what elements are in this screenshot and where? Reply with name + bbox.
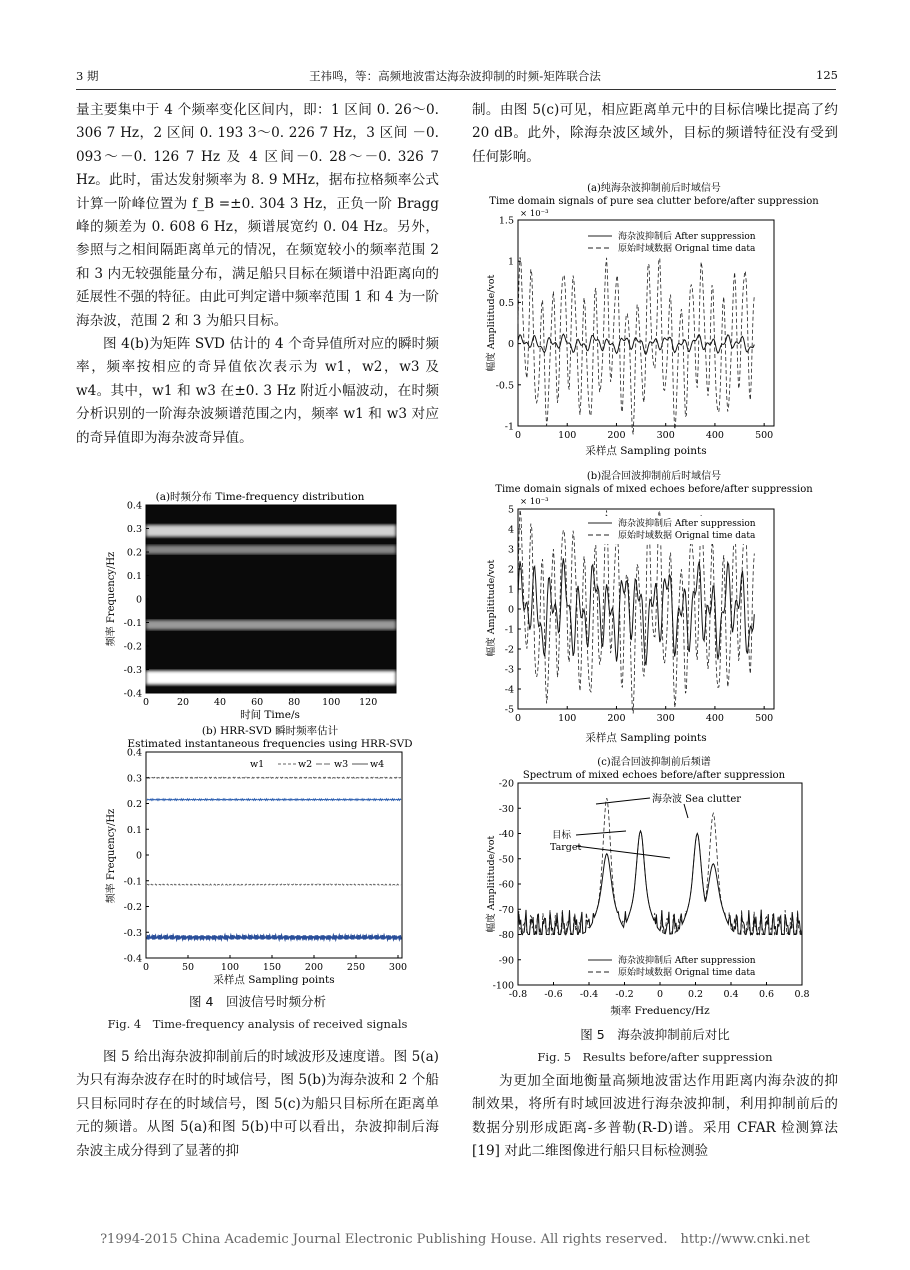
legend-w2: w2 xyxy=(298,759,313,770)
series-line-w3 xyxy=(147,935,401,939)
y-tick-label: -0.2 xyxy=(123,902,142,913)
running-header xyxy=(0,66,910,86)
x-tick-label: 80 xyxy=(288,697,301,708)
y-tick-label: -2 xyxy=(504,644,514,656)
fig5c-annotation-target-en: Target xyxy=(550,842,582,853)
fig5c-annotation-sea-clutter: 海杂波 Sea clutter xyxy=(652,794,742,805)
fig5c-annotation-target-cn: 目标 xyxy=(552,830,572,841)
fig4-caption-cn: 图 4 回波信号时频分析 xyxy=(189,994,326,1009)
y-tick-label: -0.1 xyxy=(123,876,142,888)
page-number: 125 xyxy=(816,68,838,82)
y-tick-label: 0 xyxy=(135,594,142,606)
fig5c-ylabel: 幅度 Amplititude/vot xyxy=(486,835,497,933)
y-tick-label: -60 xyxy=(498,879,514,891)
y-tick-label: 0 xyxy=(507,339,514,351)
x-tick-label: 50 xyxy=(181,962,195,973)
fig5-caption xyxy=(472,1025,838,1065)
figure-4 xyxy=(100,486,420,986)
x-tick-label: 120 xyxy=(359,697,378,708)
fig4b-xlabel: 采样点 Sampling points xyxy=(213,974,335,986)
x-tick-label: 300 xyxy=(656,713,675,724)
fig4b-title-cn: (b) HRR-SVD 瞬时频率估计 xyxy=(201,725,339,737)
legend-w4: w4 xyxy=(370,759,385,770)
y-tick-label: -0.3 xyxy=(123,927,142,939)
y-tick-label: 4 xyxy=(507,524,514,536)
y-tick-label: -80 xyxy=(498,930,514,941)
fig5-caption-cn: 图 5 海杂波抑制前后对比 xyxy=(580,1027,730,1042)
y-tick-label: 3 xyxy=(507,544,514,556)
header-rule xyxy=(76,89,836,90)
y-tick-label: 0.1 xyxy=(126,824,142,836)
y-tick-label: -20 xyxy=(498,778,514,790)
paragraph: 图 5 给出海杂波抑制前后的时域波形及速度谱。图 5(a)为只有海杂波存在时的时域信号，图 5(b)为海杂波和 2 个船只目标同时存在的时域信号，图 5(c)为船只目标所在距离单元的频谱。从图 5(a)和图 5(b)中可以看出，杂波抑制后海杂波主成分得到了显著的抑 xyxy=(76,1049,439,1159)
fig5c-title-en: Spectrum of mixed echoes before/after suppression xyxy=(522,770,786,781)
frequency-band xyxy=(146,620,396,630)
y-tick-label: 0.4 xyxy=(126,747,142,759)
y-tick-label: 0.2 xyxy=(126,547,142,559)
fig5a-xlabel: 采样点 Sampling points xyxy=(585,445,707,457)
legend-before: 原始时域数据 Orignal time data xyxy=(618,531,756,541)
fig4a-title: (a)时频分布 Time-frequency distribution xyxy=(155,491,365,503)
y-tick-label: -0.1 xyxy=(123,618,142,629)
y-tick-label: 0 xyxy=(135,850,142,862)
legend-before: 原始时域数据 Orignal time data xyxy=(618,968,756,978)
x-tick-label: 100 xyxy=(558,430,577,441)
paragraph: 量主要集中于 4 个频率变化区间内，即：1 区间 0. 26～0. 306 7 Hz，2 区间 0. 193 3～0. 226 7 Hz，3 区间 －0. 093～－0. 126 7 Hz 及 4 区间－0. 28～－0. 326 7 Hz。此时，雷达发射频率为 8. 9 MHz，据布拉格频率公式计算一阶峰位置为 f_B =±0. 304 3 Hz，正负一阶 Bragg 峰的频差为 0. 608 6 Hz，频谱展宽约 0. 04 Hz。另外，参照与之相间隔距离单元的情况，在频宽较小的频率范围 2 和 3 内无较强能量分布，满足船只目标在频谱中沿距离向的延展性不强的特征。由此可判定谱中频率范围 1 和 4 为一阶海杂波，范围 2 和 3 为船只目标。 xyxy=(76,102,439,329)
right-column-bottom xyxy=(472,1070,838,1164)
x-tick-label: 150 xyxy=(262,962,282,973)
y-tick-label: -40 xyxy=(498,829,514,840)
frequency-band xyxy=(146,525,396,537)
y-tick-label: 0.2 xyxy=(126,799,142,810)
x-tick-label: 0.8 xyxy=(794,989,810,1000)
legend-w1: w1 xyxy=(250,759,265,770)
x-tick-label: -0.2 xyxy=(615,989,634,1000)
x-tick-label: 0 xyxy=(514,430,522,441)
fig4b-ylabel: 频率 Frequency/Hz xyxy=(106,808,117,904)
y-tick-label: 0 xyxy=(507,604,514,616)
x-tick-label: 100 xyxy=(322,697,341,708)
y-tick-label: -90 xyxy=(498,955,514,967)
y-tick-label: -4 xyxy=(504,684,514,696)
fig5b-title-cn: (b)混合回波抑制前后时域信号 xyxy=(586,471,722,482)
x-tick-label: 500 xyxy=(755,430,774,441)
y-tick-label: 0.3 xyxy=(126,773,142,785)
left-column-bottom xyxy=(76,1046,439,1163)
legend-after: 海杂波抑制后 After suppression xyxy=(618,519,756,529)
legend-w3: w3 xyxy=(334,759,349,770)
frequency-band xyxy=(146,671,396,685)
x-tick-label: 0 xyxy=(656,989,664,1000)
fig4a-xlabel: 时间 Time/s xyxy=(240,709,300,721)
y-tick-label: 0.1 xyxy=(126,571,142,582)
y-tick-label: -30 xyxy=(498,803,514,815)
paragraph: 为更加全面地衡量高频地波雷达作用距离内海杂波的抑制效果，将所有时域回波进行海杂波抑制，利用抑制前后的数据分别形成距离-多普勒(R-D)谱。采用 CFAR 检测算法[19] 对此二维图像进行船只目标检测验 xyxy=(472,1073,838,1160)
fig5b-exponent: × 10⁻³ xyxy=(520,497,549,507)
x-tick-label: 20 xyxy=(176,697,190,708)
y-tick-label: -70 xyxy=(498,904,514,916)
x-tick-label: 200 xyxy=(607,713,626,724)
y-tick-label: -3 xyxy=(504,664,514,676)
x-tick-label: 0 xyxy=(142,962,150,973)
fig5b-title-en: Time domain signals of mixed echoes before/after suppression xyxy=(495,484,813,495)
fig5c-title-cn: (c)混合回波抑制前后频谱 xyxy=(597,757,711,768)
fig5a-title-cn: (a)纯海杂波抑制前后时域信号 xyxy=(587,183,721,194)
right-column-top xyxy=(472,99,838,169)
x-tick-label: 100 xyxy=(558,713,577,724)
fig5a-title-en: Time domain signals of pure sea clutter before/after suppression xyxy=(489,196,819,207)
fig4b-title-en: Estimated instantaneous frequencies using HRR-SVD xyxy=(127,738,413,750)
x-tick-label: 0.2 xyxy=(687,989,704,1000)
y-tick-label: -100 xyxy=(492,980,514,992)
y-tick-label: 1 xyxy=(507,584,514,596)
fig5a-y-ticks xyxy=(496,216,521,433)
y-tick-label: -50 xyxy=(498,854,514,866)
x-tick-label: 0.4 xyxy=(723,989,739,1000)
legend-after: 海杂波抑制后 After suppression xyxy=(618,956,756,966)
fig4-caption xyxy=(76,992,439,1032)
x-tick-label: -0.6 xyxy=(544,989,563,1000)
fig5a-ylabel: 幅度 Amplititude/vot xyxy=(486,274,497,372)
fig5b-xlabel: 采样点 Sampling points xyxy=(585,732,707,744)
x-tick-label: 200 xyxy=(607,430,626,441)
y-tick-label: -0.3 xyxy=(123,665,142,676)
y-tick-label: 5 xyxy=(507,504,514,516)
y-tick-label: -0.5 xyxy=(495,380,514,392)
copyright-footer: ?1994-2015 China Academic Journal Electronic Publishing House. All rights reserved. http://www.cnki.net xyxy=(100,1232,810,1247)
x-tick-label: 250 xyxy=(346,962,366,973)
fig4b-plot-area xyxy=(146,752,402,958)
figure-5 xyxy=(484,178,819,1017)
x-tick-label: -0.4 xyxy=(579,989,599,1000)
y-tick-label: 1 xyxy=(507,256,514,268)
y-tick-label: 1.5 xyxy=(498,215,514,227)
y-tick-label: 0.5 xyxy=(498,297,514,309)
x-tick-label: 300 xyxy=(656,430,675,441)
x-tick-label: 500 xyxy=(755,713,774,724)
left-column-top xyxy=(76,99,439,450)
fig5b-ylabel: 幅度 Amplititude/vot xyxy=(486,559,497,657)
y-tick-label: -0.4 xyxy=(123,953,142,965)
fig4b-y-ticks xyxy=(124,748,149,965)
y-tick-label: 0.4 xyxy=(126,500,142,512)
legend-after: 海杂波抑制后 After suppression xyxy=(618,232,756,242)
x-tick-label: 400 xyxy=(705,713,724,724)
x-tick-label: 40 xyxy=(214,697,227,708)
issue-number: 3 期 xyxy=(76,69,99,83)
y-tick-label: -1 xyxy=(504,624,514,636)
fig5c-xlabel: 频率 Freduency/Hz xyxy=(610,1005,710,1017)
fig4a-y-ticks xyxy=(124,501,149,700)
legend-before: 原始时域数据 Orignal time data xyxy=(618,244,756,254)
y-tick-label: 2 xyxy=(507,564,514,576)
frequency-band xyxy=(146,545,396,554)
paragraph: 制。由图 5(c)可见，相应距离单元中的目标信噪比提高了约 20 dB。此外，除海杂波区域外，目标的频谱特征没有受到任何影响。 xyxy=(472,102,838,165)
x-tick-label: 200 xyxy=(304,962,324,973)
fig5a-exponent: × 10⁻³ xyxy=(520,209,549,219)
x-tick-label: 0 xyxy=(514,713,522,724)
paragraph: 图 4(b)为矩阵 SVD 估计的 4 个奇异值所对应的瞬时频率，频率按相应的奇异值依次表示为 w1，w2，w3 及 w4。其中，w1 和 w3 在±0. 3 Hz 附近小幅波动，在时频分析识别的一阶海杂波频谱范围之内，频率 w1 和 w3 对应的奇异值即为海杂波奇异值。 xyxy=(76,336,439,446)
fig4-caption-en: Fig. 4 Time-frequency analysis of received signals xyxy=(107,1017,408,1031)
x-tick-label: 400 xyxy=(705,430,724,441)
y-tick-label: -0.4 xyxy=(123,688,142,700)
fig4a-ylabel: 频率 Frequency/Hz xyxy=(106,551,117,647)
y-tick-label: 0.3 xyxy=(126,524,142,535)
x-tick-label: 0.6 xyxy=(758,989,775,1000)
fig5-caption-en: Fig. 5 Results before/after suppression xyxy=(537,1050,773,1064)
running-title: 王祎鸣，等：高频地波雷达海杂波抑制的时频-矩阵联合法 xyxy=(309,69,601,83)
x-tick-label: 100 xyxy=(220,962,240,973)
y-tick-label: -1 xyxy=(504,421,514,433)
x-tick-label: -0.8 xyxy=(508,989,528,1000)
x-tick-label: 60 xyxy=(251,697,264,708)
y-tick-label: -5 xyxy=(504,704,514,716)
x-tick-label: 0 xyxy=(142,697,150,708)
y-tick-label: -0.2 xyxy=(123,641,142,653)
x-tick-label: 300 xyxy=(388,962,408,973)
